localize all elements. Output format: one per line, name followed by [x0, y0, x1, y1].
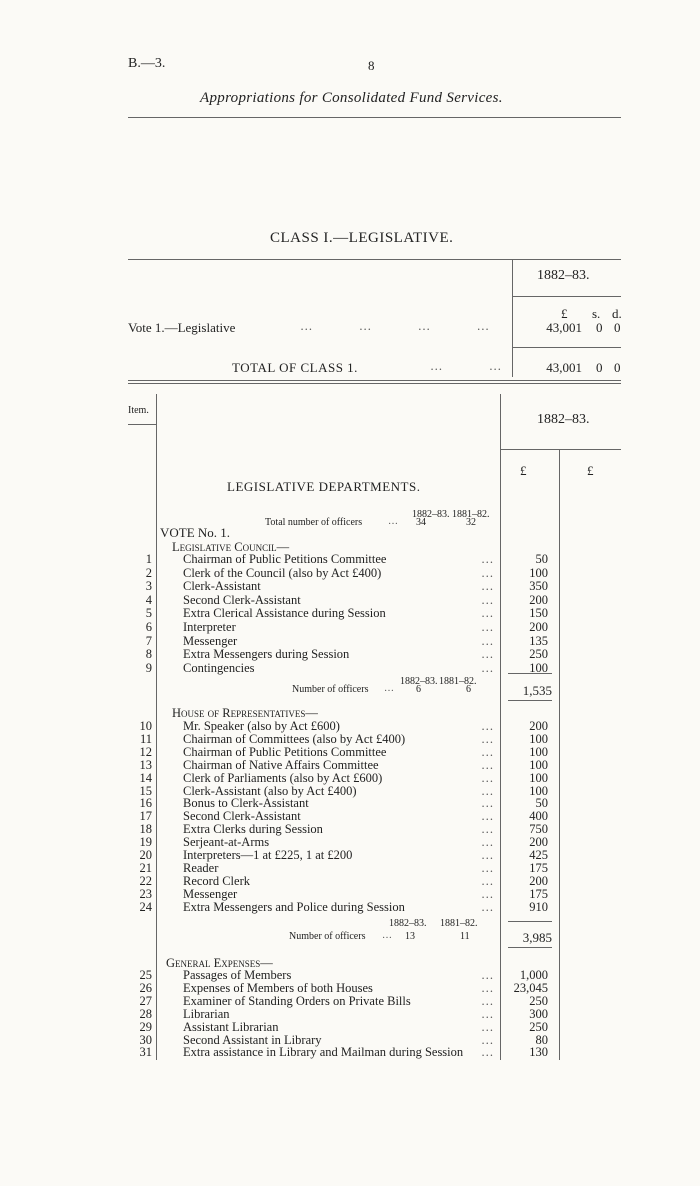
leader-dots: …	[481, 592, 495, 607]
list-item	[0, 567, 700, 580]
list-item	[0, 733, 700, 746]
item-description: Examiner of Standing Orders on Private Bills	[183, 993, 411, 1008]
general-heading: General Expenses—	[166, 956, 273, 970]
item-description: Extra assistance in Library and Mailman during Session	[183, 1045, 464, 1060]
leader-dots: …	[481, 579, 495, 594]
item-amount: 910	[529, 899, 548, 914]
item-number: 12	[139, 744, 152, 759]
vote-shillings: 0	[596, 320, 603, 335]
item-amount: 100	[529, 783, 548, 798]
item-description: Assistant Librarian	[183, 1019, 279, 1034]
pence-label: d.	[612, 306, 622, 321]
item-description: Second Clerk-Assistant	[183, 592, 301, 607]
year-a-header: 1882–83.	[412, 509, 450, 520]
leader-dots: …	[481, 647, 495, 662]
list-item	[0, 746, 700, 759]
list-item	[0, 995, 700, 1008]
item-description: Extra Clerical Assistance during Session	[183, 606, 386, 621]
summary-year: 1882–83.	[537, 268, 590, 283]
list-item	[0, 635, 700, 648]
item-amount: 175	[529, 860, 548, 875]
item-number: 13	[139, 757, 152, 772]
list-item	[0, 1021, 700, 1034]
item-description: Messenger	[183, 633, 238, 648]
item-description: Mr. Speaker (also by Act £600)	[183, 719, 340, 733]
item-description: Extra Clerks during Session	[183, 822, 323, 837]
house-officers-b: 11	[460, 931, 470, 942]
item-description: Interpreter	[183, 620, 236, 634]
house-subtotal-rule	[508, 921, 552, 922]
house-subtotal: 3,985	[522, 930, 552, 945]
list-item	[0, 901, 700, 914]
total-amount: 43,001	[546, 360, 582, 375]
item-amount: 150	[529, 606, 548, 621]
council-subtotal-bottom-rule	[508, 700, 552, 701]
leader-dots: …	[481, 809, 495, 824]
house-subtotal-bottom-rule	[508, 947, 552, 948]
item-number: 5	[145, 606, 152, 621]
item-amount: 50	[535, 552, 548, 566]
item-amount: 100	[529, 565, 548, 580]
summary-bottom-rule	[128, 380, 621, 381]
year-b-header: 1881–82.	[452, 509, 490, 520]
item-description: Passages of Members	[183, 968, 292, 982]
list-item	[0, 662, 700, 675]
list-item	[0, 1046, 700, 1059]
leader-dots: …	[481, 660, 495, 675]
leader-dots: …	[382, 930, 393, 941]
pound-label: £	[561, 306, 568, 321]
item-description: Chairman of Public Petitions Committee	[183, 744, 387, 759]
house-year-b: 1881–82.	[440, 918, 478, 929]
item-header-rule	[128, 424, 156, 425]
item-description: Serjeant-at-Arms	[183, 835, 270, 850]
header-rule	[128, 117, 621, 118]
item-number: 26	[139, 980, 152, 995]
item-amount: 250	[529, 647, 548, 662]
item-number: 21	[139, 860, 152, 875]
leader-dots: …	[481, 848, 495, 862]
item-amount: 100	[529, 757, 548, 772]
house-heading: House of Representatives—	[172, 706, 318, 720]
vote-number: VOTE No. 1.	[160, 525, 231, 540]
detail-year: 1882–83.	[537, 412, 590, 427]
item-amount: 80	[535, 1032, 548, 1047]
item-header: Item.	[128, 405, 149, 416]
list-item	[0, 875, 700, 888]
list-item	[0, 621, 700, 634]
item-number: 19	[139, 835, 152, 850]
item-amount: 100	[529, 744, 548, 759]
item-description: Expenses of Members of both Houses	[183, 980, 373, 995]
summary-year-rule	[513, 296, 621, 297]
item-amount: 175	[529, 886, 548, 901]
item-description: Clerk of the Council (also by Act £400)	[183, 565, 382, 580]
list-item	[0, 810, 700, 823]
leader-dots: …	[481, 822, 495, 837]
item-amount: 100	[529, 770, 548, 785]
item-description: Record Clerk	[183, 873, 250, 888]
item-description: Chairman of Public Petitions Committee	[183, 552, 387, 566]
total-pence: 0	[614, 360, 621, 375]
leader-dots: …	[481, 1032, 495, 1047]
item-number: 15	[139, 783, 152, 798]
list-item	[0, 553, 700, 566]
item-amount: 425	[529, 848, 548, 862]
leader-dots: …	[481, 1019, 495, 1034]
leader-dots: …	[481, 744, 495, 759]
item-amount: 100	[529, 660, 548, 675]
list-item	[0, 594, 700, 607]
item-description: Reader	[183, 860, 219, 875]
council-year-a: 1882–83.	[400, 676, 438, 687]
total-shillings: 0	[596, 360, 603, 375]
item-number: 30	[139, 1032, 152, 1047]
list-item	[0, 862, 700, 875]
council-heading: Legislative Council—	[172, 540, 290, 554]
item-number: 29	[139, 1019, 152, 1034]
item-number: 3	[145, 579, 152, 594]
item-description: Bonus to Clerk-Assistant	[183, 796, 309, 811]
vote-amount: 43,001	[546, 320, 582, 335]
item-amount: 200	[529, 719, 548, 733]
council-year-b: 1881–82.	[439, 676, 477, 687]
council-officers-a: 6	[416, 684, 421, 695]
item-amount: 400	[529, 809, 548, 824]
list-item	[0, 785, 700, 798]
item-description: Extra Messengers during Session	[183, 647, 350, 662]
leader-dots: …	[481, 968, 495, 982]
list-item	[0, 580, 700, 593]
item-number: 2	[145, 565, 152, 580]
item-number: 4	[145, 592, 152, 607]
leader-dots: …	[481, 565, 495, 580]
list-item	[0, 888, 700, 901]
leader-dots: …	[481, 873, 495, 888]
department-heading: LEGISLATIVE DEPARTMENTS.	[227, 479, 421, 494]
item-number: 10	[139, 719, 152, 733]
item-number: 31	[139, 1045, 152, 1060]
leader-dots: …	[481, 899, 495, 914]
item-amount: 50	[535, 796, 548, 811]
item-number: 8	[145, 647, 152, 662]
item-number: 22	[139, 873, 152, 888]
leader-dots: … … … …	[300, 319, 491, 333]
item-description: Second Assistant in Library	[183, 1032, 322, 1047]
item-amount: 350	[529, 579, 548, 594]
total-officers-b: 32	[466, 517, 476, 528]
summary-column-rule	[512, 260, 513, 377]
item-number: 28	[139, 1006, 152, 1021]
leader-dots: …	[481, 552, 495, 566]
item-amount: 750	[529, 822, 548, 837]
item-description: Messenger	[183, 886, 238, 901]
item-amount: 100	[529, 731, 548, 746]
item-number: 14	[139, 770, 152, 785]
leader-dots: …	[481, 731, 495, 746]
item-number: 6	[145, 620, 152, 634]
leader-dots: …	[388, 516, 399, 527]
house-officers-label: Number of officers	[289, 931, 366, 942]
total-officers-a: 34	[416, 517, 426, 528]
item-description: Clerk-Assistant	[183, 579, 261, 594]
council-subtotal-rule	[508, 673, 552, 674]
page-number: 8	[368, 58, 375, 73]
list-item	[0, 982, 700, 995]
item-description: Librarian	[183, 1006, 230, 1021]
leader-dots: …	[481, 757, 495, 772]
list-item	[0, 759, 700, 772]
item-number: 9	[145, 660, 152, 675]
class-heading: CLASS I.—LEGISLATIVE.	[270, 230, 454, 246]
item-description: Interpreters—1 at £225, 1 at £200	[183, 848, 353, 862]
leader-dots: …	[481, 1045, 495, 1060]
item-number: 1	[145, 552, 152, 566]
leader-dots: …	[384, 683, 395, 694]
item-number: 11	[139, 731, 152, 746]
page-title: Appropriations for Consolidated Fund Services.	[200, 90, 503, 106]
item-number: 27	[139, 993, 152, 1008]
list-item	[0, 1008, 700, 1021]
item-amount: 130	[529, 1045, 548, 1060]
item-amount: 250	[529, 1019, 548, 1034]
item-description: Clerk-Assistant (also by Act £400)	[183, 783, 357, 798]
item-number: 25	[139, 968, 152, 982]
pound-col1-label: £	[520, 463, 527, 478]
leader-dots: … …	[430, 359, 503, 373]
leader-dots: …	[481, 606, 495, 621]
leader-dots: …	[481, 633, 495, 648]
list-item	[0, 849, 700, 862]
total-officers-label: Total number of officers	[265, 517, 363, 528]
item-amount: 200	[529, 873, 548, 888]
item-description: Second Clerk-Assistant	[183, 809, 301, 824]
leader-dots: …	[481, 993, 495, 1008]
house-year-a: 1882–83.	[389, 918, 427, 929]
council-officers-b: 6	[466, 684, 471, 695]
council-officers-label: Number of officers	[292, 684, 369, 695]
item-amount: 200	[529, 592, 548, 607]
leader-dots: …	[481, 783, 495, 798]
leader-dots: …	[481, 860, 495, 875]
total-label: TOTAL OF CLASS 1.	[232, 360, 358, 375]
leader-dots: …	[481, 980, 495, 995]
item-amount: 1,000	[519, 968, 548, 982]
item-description: Chairman of Committees (also by Act £400)	[183, 731, 406, 746]
item-number: 17	[139, 809, 152, 824]
list-item	[0, 648, 700, 661]
vote-label: Vote 1.—Legislative	[128, 320, 236, 335]
item-number: 24	[139, 899, 152, 914]
council-subtotal: 1,535	[522, 683, 552, 698]
list-item	[0, 823, 700, 836]
leader-dots: …	[481, 620, 495, 634]
item-amount: 135	[529, 633, 548, 648]
shilling-label: s.	[592, 306, 601, 321]
item-description: Contingencies	[183, 660, 255, 675]
item-amount: 300	[529, 1006, 548, 1021]
item-amount: 23,045	[513, 980, 548, 995]
item-amount: 200	[529, 620, 548, 634]
summary-subtotal-rule	[513, 347, 621, 348]
pound-col2-label: £	[587, 463, 594, 478]
leader-dots: …	[481, 719, 495, 733]
house-officers-a: 13	[405, 931, 415, 942]
detail-year-rule	[500, 449, 621, 450]
leader-dots: …	[481, 835, 495, 850]
list-item	[0, 797, 700, 810]
item-number: 16	[139, 796, 152, 811]
vote-pence: 0	[614, 320, 621, 335]
leader-dots: …	[481, 770, 495, 785]
list-item	[0, 607, 700, 620]
summary-top-rule	[128, 259, 621, 260]
document-reference: B.—3.	[128, 56, 166, 71]
item-amount: 200	[529, 835, 548, 850]
item-number: 20	[139, 848, 152, 862]
list-item	[0, 772, 700, 785]
leader-dots: …	[481, 796, 495, 811]
leader-dots: …	[481, 886, 495, 901]
item-description: Extra Messengers and Police during Session	[183, 899, 405, 914]
item-amount: 250	[529, 993, 548, 1008]
item-description: Chairman of Native Affairs Committee	[183, 757, 379, 772]
item-number: 7	[145, 633, 152, 648]
summary-bottom-rule-2	[128, 383, 621, 384]
item-number: 18	[139, 822, 152, 837]
item-number: 23	[139, 886, 152, 901]
leader-dots: …	[481, 1006, 495, 1021]
item-description: Clerk of Parliaments (also by Act £600)	[183, 770, 383, 785]
